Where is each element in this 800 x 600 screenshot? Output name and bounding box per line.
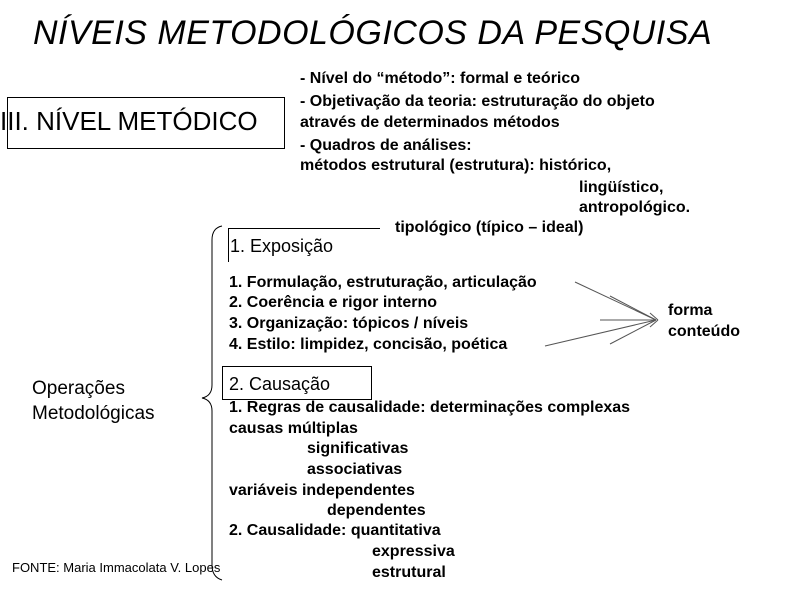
causacao-line: causas múltiplas — [229, 420, 358, 437]
operacoes-line-1: Operações — [32, 378, 125, 399]
causacao-line: dependentes — [327, 502, 426, 519]
operacoes-line-2: Metodológicas — [32, 403, 155, 424]
metodo-line: - Nível do “método”: formal e teórico — [300, 70, 581, 87]
causacao-line: 2. Causalidade: quantitativa — [229, 522, 441, 539]
causacao-line: expressiva — [372, 543, 455, 560]
nivel-label: III. NÍVEL METÓDICO — [0, 106, 258, 136]
metodo-line: - Objetivação da teoria: estruturação do objeto — [300, 93, 655, 110]
page-title: NÍVEIS METODOLÓGICOS DA PESQUISA — [33, 14, 713, 52]
converging-arrows-icon — [545, 282, 658, 346]
metodo-line: antropológico. — [579, 199, 691, 216]
result-forma: forma — [668, 302, 713, 319]
source-note: FONTE: Maria Immacolata V. Lopes — [12, 560, 221, 575]
result-conteudo: conteúdo — [668, 323, 740, 340]
exposicao-heading: 1. Exposição — [230, 236, 334, 256]
causacao-line: variáveis independentes — [229, 482, 415, 499]
metodo-line: lingüístico, — [579, 179, 664, 196]
metodo-line: métodos estrutural (estrutura): histórico, — [300, 157, 612, 174]
causacao-line: estrutural — [372, 564, 446, 581]
causacao-line: associativas — [307, 461, 403, 478]
exposicao-item: 1. Formulação, estruturação, articulação — [229, 274, 537, 291]
causacao-heading: 2. Causação — [229, 374, 331, 394]
brace-icon — [202, 226, 222, 580]
metodo-line: através de determinados métodos — [300, 114, 560, 131]
metodo-line: tipológico (típico – ideal) — [395, 219, 584, 236]
exposicao-item: 3. Organização: tópicos / níveis — [229, 315, 469, 332]
exposicao-item: 2. Coerência e rigor interno — [229, 294, 438, 311]
exposicao-item: 4. Estilo: limpidez, concisão, poética — [229, 336, 508, 353]
causacao-line: 1. Regras de causalidade: determinações complexas — [229, 399, 631, 416]
metodo-line: - Quadros de análises: — [300, 137, 472, 154]
causacao-line: significativas — [307, 440, 409, 457]
